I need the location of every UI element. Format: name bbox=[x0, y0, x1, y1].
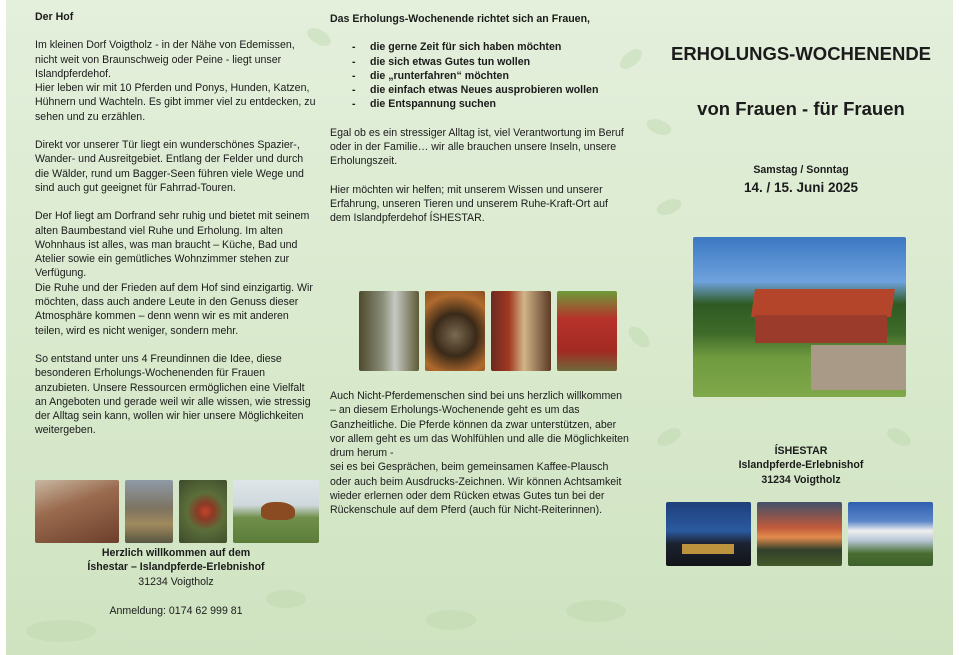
farm-address: 31234 Voigtholz bbox=[138, 575, 214, 588]
target-list bbox=[330, 40, 630, 111]
flyer-title: ERHOLUNGS-WOCHENENDE bbox=[670, 43, 932, 64]
list-item: - die gerne Zeit für sich haben möchten bbox=[330, 40, 630, 54]
leaf-decoration bbox=[566, 600, 626, 622]
welcome-line: Herzlich willkommen auf dem bbox=[101, 547, 251, 559]
paragraph: So entstand unter uns 4 Freundinnen die Idee, diese besonderen Erholungs-Wochenenden für Frauen anzubieten. Unsere Ressourcen ermöglichen eine Vielfalt an Angeboten und gerade weil wir alle wissen, wie stressig der Alltag sein kann, wollen wir hier unsere Möglichkeiten weitergeben. bbox=[35, 352, 311, 437]
paragraph: Hier möchten wir helfen; mit unserem Wissen und unserer Erfahrung, unseren Tieren und unserem Ruhe-Kraft-Ort auf dem Islandpferdehof ÍSHESTAR. bbox=[330, 183, 608, 225]
photo-pony bbox=[491, 291, 551, 371]
farm-subtitle: Islandpferde-Erlebnishof bbox=[738, 459, 864, 472]
list-item: - die sich etwas Gutes tun wollen bbox=[330, 55, 630, 69]
paragraph: Die Ruhe und der Frieden auf dem Hof sind einzigartig. Wir möchten, dass auch andere Leute in den Genuss dieser Atmosphäre kommen – denn wenn wir es mit anderen teilen, wird es nicht weniger, sondern mehr. bbox=[35, 281, 313, 337]
leaf-decoration bbox=[426, 610, 476, 630]
event-days: Samstag / Sonntag bbox=[753, 164, 849, 176]
intro-line: Das Erholungs-Wochenende richtet sich an Frauen, bbox=[330, 13, 590, 25]
photo-clouds bbox=[848, 502, 933, 566]
leaf-decoration bbox=[625, 323, 653, 351]
welcome-block bbox=[35, 546, 317, 618]
farm-title: ÍSHESTAR bbox=[774, 445, 828, 457]
list-item: - die „runterfahren“ möchten bbox=[330, 69, 630, 83]
middle-column-lower bbox=[330, 389, 630, 532]
photo-sunset bbox=[757, 502, 842, 566]
photo-horse-field bbox=[233, 480, 319, 543]
paragraph: Direkt vor unserer Tür liegt ein wunderschönes Spazier-, Wander- und Ausreitgebiet. Entlang der Felder und durch die Wälder, rund um Bagger-Seen führen viele Wege und sind auch gut geeignet für Fahrrad-Touren. bbox=[35, 139, 304, 194]
leaf-decoration bbox=[654, 196, 683, 218]
photo-gate bbox=[359, 291, 419, 371]
leaf-decoration bbox=[26, 620, 96, 642]
paragraph: Egal ob es ein stressiger Alltag ist, viel Verantwortung im Beruf oder in der Familie… wir alle brauchen unsere Inseln, unsere Erholungszeit. bbox=[330, 126, 624, 168]
list-item: - die einfach etwas Neues ausprobieren wollen bbox=[330, 83, 630, 97]
farm-name: Íshestar – Islandpferde-Erlebnishof bbox=[87, 561, 265, 574]
paragraph: Der Hof liegt am Dorfrand sehr ruhig und bietet mit seinem alten Baumbestand viel Ruhe und Erholung. Im alten Wohnhaus ist alles, was man braucht – Küche, Bad und Atelier sowie ein gemütliches Wohnzimmer stehen zur Verfügung. bbox=[35, 210, 310, 280]
farm-info bbox=[656, 444, 946, 487]
flyer-subtitle: von Frauen - für Frauen bbox=[697, 98, 905, 119]
paragraph: Im kleinen Dorf Voigtholz - in der Nähe von Edemissen, nicht weit von Braunschweig oder Peine - liegt unser Islandpferdehof. bbox=[35, 39, 295, 80]
left-column bbox=[35, 10, 317, 452]
photo-house-night bbox=[666, 502, 751, 566]
paragraph: Hier leben wir mit 10 Pferden und Ponys, Hunden, Katzen, Hühnern und Wachteln. Es gibt immer viel zu entdecken, zu sehen und zu erzählen. bbox=[35, 82, 316, 123]
photo-farmhouse bbox=[693, 237, 906, 397]
right-column bbox=[656, 42, 946, 197]
farm-address: 31234 Voigtholz bbox=[761, 473, 841, 486]
photo-chicken bbox=[425, 291, 485, 371]
photo-butterfly bbox=[179, 480, 227, 543]
middle-column bbox=[330, 12, 630, 240]
section-heading: Der Hof bbox=[35, 11, 74, 23]
photo-red-shed bbox=[557, 291, 617, 371]
photo-dogs bbox=[125, 480, 173, 543]
paragraph: sei es bei Gesprächen, beim gemeinsamen Kaffee-Plausch oder auch beim Ausdrucks-Zeichnen. Wir können Achtsamkeit wieder erlernen oder dem Rücken etwas Gutes tun bei der Rückenschule auf dem Pferd (auch für Nicht-Reiterinnen). bbox=[330, 461, 622, 517]
photo-horse-mane bbox=[35, 480, 119, 543]
signup-phone: Anmeldung: 0174 62 999 81 bbox=[109, 604, 243, 617]
flyer-sheet bbox=[6, 0, 953, 655]
list-item: - die Entspannung suchen bbox=[330, 97, 630, 111]
event-date: 14. / 15. Juni 2025 bbox=[743, 180, 859, 196]
paragraph: Auch Nicht-Pferdemenschen sind bei uns herzlich willkommen – an diesem Erholungs-Wochenende geht es um das Ganzheitliche. Die Pferde können da zwar unterstützen, aber vor allem geht es um das Wohlfühlen und alle die Möglichkeiten drum herum - bbox=[330, 390, 629, 460]
